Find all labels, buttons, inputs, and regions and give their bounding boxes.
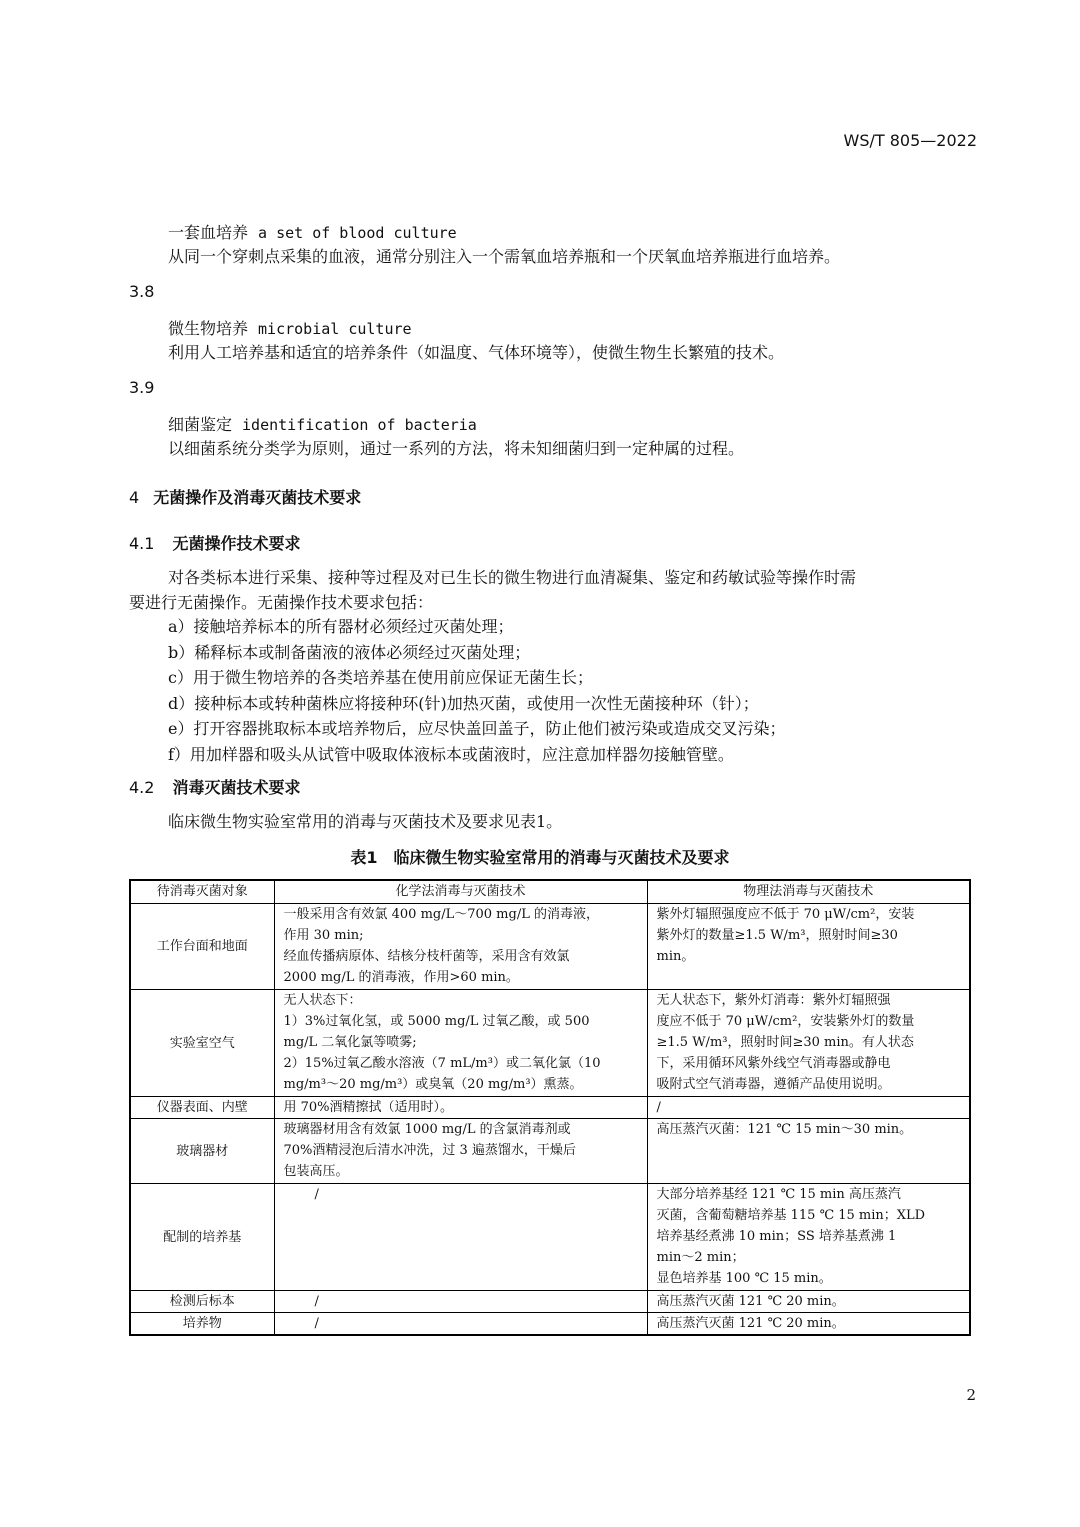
cell-line: 2）15%过氧乙酸水溶液（7 mL/m³）或二氧化氯（10 bbox=[283, 1056, 601, 1071]
table-row bbox=[130, 1097, 970, 1119]
term-zh: 一套血培养 bbox=[168, 223, 249, 242]
object-cell: 配制的培养基 bbox=[130, 1184, 274, 1291]
chemical-cell bbox=[274, 1184, 647, 1291]
cell-line: / bbox=[314, 1187, 319, 1202]
object-cell: 检测后标本 bbox=[130, 1291, 274, 1313]
cell-line: 吸附式空气消毒器，遵循产品使用说明。 bbox=[656, 1077, 891, 1092]
chemical-cell bbox=[274, 1097, 647, 1119]
paragraph-line: 对各类标本进行采集、接种等过程及对已生长的微生物进行血清凝集、鉴定和药敏试验等操作时需 bbox=[168, 568, 857, 587]
object-cell: 玻璃器材 bbox=[130, 1119, 274, 1184]
cell-line: 显色培养基 100 ℃ 15 min。 bbox=[656, 1271, 832, 1286]
list-item: b）稀释标本或制备菌液的液体必须经过灭菌处理； bbox=[168, 642, 531, 662]
term-bacteria-identification bbox=[168, 412, 477, 435]
physical-cell bbox=[647, 1291, 970, 1313]
cell-line: 2000 mg/L 的消毒液，作用>60 min。 bbox=[283, 970, 519, 985]
section-title: 无菌操作技术要求 bbox=[172, 534, 301, 553]
object-cell: 实验室空气 bbox=[130, 990, 274, 1097]
cell-line: 用 70%酒精擦拭（适用时）。 bbox=[283, 1100, 454, 1115]
term-blood-culture bbox=[168, 220, 457, 243]
cell-line: 1）3%过氧化氢，或 5000 mg/L 过氧乙酸，或 500 bbox=[283, 1014, 590, 1029]
term-microbial-culture bbox=[168, 316, 412, 339]
term-definition: 从同一个穿刺点采集的血液，通常分别注入一个需氧血培养瓶和一个厌氧血培养瓶进行血培养。 bbox=[168, 247, 841, 266]
disinfection-table bbox=[129, 879, 971, 1336]
page-number: 2 bbox=[966, 1386, 976, 1404]
section-number: 4.1 bbox=[129, 534, 155, 553]
term-zh: 微生物培养 bbox=[168, 319, 249, 338]
section-4-1-heading bbox=[129, 531, 300, 554]
cell-line: / bbox=[314, 1316, 319, 1331]
document-code: WS/T 805—2022 bbox=[843, 131, 977, 150]
table-row bbox=[130, 1291, 970, 1313]
cell-line: 紫外灯辐照强度应不低于 70 μW/cm²，安装 bbox=[656, 907, 915, 922]
list-item: a）接触培养标本的所有器材必须经过灭菌处理； bbox=[168, 617, 514, 636]
physical-cell bbox=[647, 990, 970, 1097]
cell-line: 大部分培养基经 121 ℃ 15 min 高压蒸汽 bbox=[656, 1187, 901, 1202]
cell-line: 无人状态下，紫外灯消毒：紫外灯辐照强 bbox=[656, 993, 891, 1008]
cell-line: 作用 30 min; bbox=[283, 928, 364, 943]
physical-cell bbox=[647, 1097, 970, 1119]
list-item: f）用加样器和吸头从试管中吸取体液标本或菌液时，应注意加样器勿接触管壁。 bbox=[168, 744, 734, 764]
table-row bbox=[130, 1184, 970, 1291]
requirements-list bbox=[168, 614, 785, 767]
cell-line: / bbox=[314, 1294, 319, 1309]
chemical-cell bbox=[274, 990, 647, 1097]
cell-line: 玻璃器材用含有效氯 1000 mg/L 的含氯消毒剂或 bbox=[283, 1122, 571, 1137]
column-header: 化学法消毒与灭菌技术 bbox=[274, 880, 647, 904]
cell-line: ≥1.5 W/m³，照射时间≥30 min。有人状态 bbox=[656, 1035, 914, 1050]
cell-line: 70%酒精浸泡后清水冲洗，过 3 遍蒸馏水，干燥后 bbox=[283, 1143, 576, 1158]
cell-line: 紫外灯的数量≥1.5 W/m³，照射时间≥30 bbox=[656, 928, 898, 943]
cell-line: 下，采用循环风紫外线空气消毒器或静电 bbox=[656, 1056, 891, 1071]
object-cell: 仪器表面、内壁 bbox=[130, 1097, 274, 1119]
object-cell: 工作台面和地面 bbox=[130, 904, 274, 990]
list-item: d）接种标本或转种菌株应将接种环(针)加热灭菌，或使用一次性无菌接种环（针）； bbox=[168, 693, 759, 713]
cell-line: 培养基经煮沸 10 min；SS 培养基煮沸 1 bbox=[656, 1229, 897, 1244]
cell-line: mg/m³～20 mg/m³）或臭氧（20 mg/m³）熏蒸。 bbox=[283, 1077, 583, 1092]
paragraph: 临床微生物实验室常用的消毒与灭菌技术及要求见表1。 bbox=[168, 812, 563, 831]
chemical-cell bbox=[274, 904, 647, 990]
section-title: 无菌操作及消毒灭菌技术要求 bbox=[153, 488, 362, 507]
chemical-cell bbox=[274, 1291, 647, 1313]
cell-line: 一般采用含有效氯 400 mg/L～700 mg/L 的消毒液， bbox=[283, 907, 599, 922]
object-cell: 培养物 bbox=[130, 1313, 274, 1336]
section-4-heading bbox=[129, 485, 361, 508]
table-row bbox=[130, 904, 970, 990]
cell-line: 包装高压。 bbox=[283, 1164, 349, 1179]
clause-number: 3.8 bbox=[129, 282, 155, 301]
chemical-cell bbox=[274, 1313, 647, 1336]
cell-line: min。 bbox=[656, 949, 695, 964]
cell-line: 度应不低于 70 μW/cm²，安装紫外灯的数量 bbox=[656, 1014, 915, 1029]
term-en: identification of bacteria bbox=[242, 416, 477, 434]
chemical-cell bbox=[274, 1119, 647, 1184]
term-zh: 细菌鉴定 bbox=[168, 415, 233, 434]
cell-line: 灭菌，含葡萄糖培养基 115 ℃ 15 min；XLD bbox=[656, 1208, 926, 1223]
cell-line: / bbox=[656, 1100, 661, 1115]
cell-line: 经血传播病原体、结核分枝杆菌等，采用含有效氯 bbox=[283, 949, 570, 964]
section-title: 消毒灭菌技术要求 bbox=[172, 778, 301, 797]
section-number: 4.2 bbox=[129, 778, 155, 797]
cell-line: mg/L 二氧化氯等喷雾; bbox=[283, 1035, 417, 1050]
section-4-2-heading bbox=[129, 775, 300, 798]
term-definition: 利用人工培养基和适宜的培养条件（如温度、气体环境等），使微生物生长繁殖的技术。 bbox=[168, 343, 785, 362]
section-number: 4 bbox=[129, 488, 140, 507]
column-header: 待消毒灭菌对象 bbox=[130, 880, 274, 904]
cell-line: 高压蒸汽灭菌：121 ℃ 15 min～30 min。 bbox=[656, 1122, 913, 1137]
table-row bbox=[130, 1119, 970, 1184]
column-header: 物理法消毒与灭菌技术 bbox=[647, 880, 970, 904]
table-row bbox=[130, 1313, 970, 1336]
table-header-row bbox=[130, 880, 970, 904]
cell-line: 无人状态下： bbox=[283, 993, 362, 1008]
term-en: microbial culture bbox=[258, 320, 412, 338]
physical-cell bbox=[647, 1184, 970, 1291]
term-definition: 以细菌系统分类学为原则，通过一系列的方法，将未知细菌归到一定种属的过程。 bbox=[168, 439, 745, 458]
table-caption: 表1 临床微生物实验室常用的消毒与灭菌技术及要求 bbox=[350, 848, 730, 867]
list-item: c）用于微生物培养的各类培养基在使用前应保证无菌生长； bbox=[168, 668, 593, 687]
paragraph-line: 要进行无菌操作。无菌操作技术要求包括： bbox=[129, 593, 434, 612]
physical-cell bbox=[647, 904, 970, 990]
physical-cell bbox=[647, 1119, 970, 1184]
cell-line: 高压蒸汽灭菌 121 ℃ 20 min。 bbox=[656, 1316, 845, 1331]
clause-number: 3.9 bbox=[129, 378, 155, 397]
cell-line: min～2 min； bbox=[656, 1250, 745, 1265]
table-row bbox=[130, 990, 970, 1097]
list-item: e）打开容器挑取标本或培养物后，应尽快盖回盖子，防止他们被污染或造成交叉污染； bbox=[168, 719, 786, 738]
term-en: a set of blood culture bbox=[258, 224, 457, 242]
cell-line: 高压蒸汽灭菌 121 ℃ 20 min。 bbox=[656, 1294, 845, 1309]
physical-cell bbox=[647, 1313, 970, 1336]
